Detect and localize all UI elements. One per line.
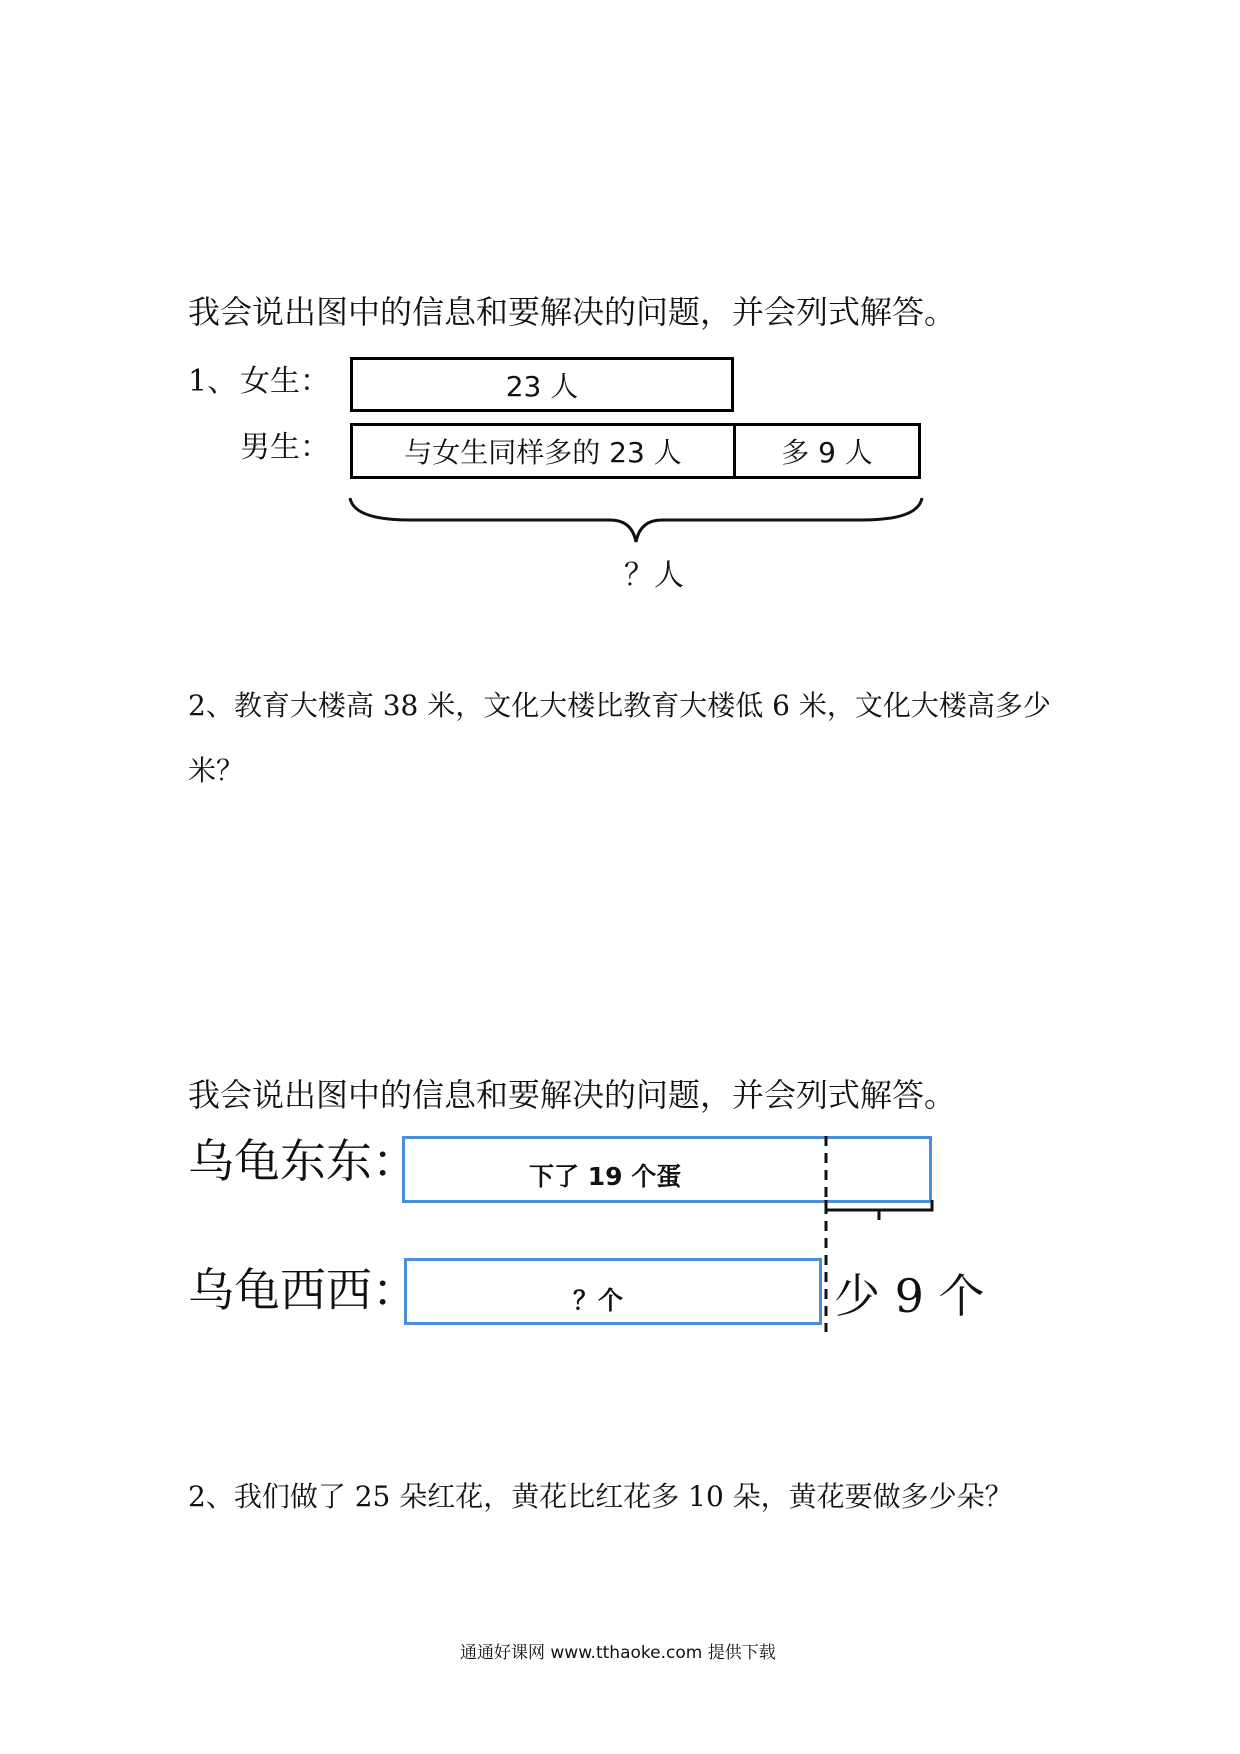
boys-bar-more [733, 423, 921, 479]
less-label: 少 9 个 [834, 1269, 985, 1323]
total-brace [340, 490, 940, 550]
total-question: ？人 [624, 558, 684, 593]
xixi-bar [404, 1258, 822, 1325]
girls-label: 女生： [240, 364, 330, 399]
footer-text: 通通好课网 www.tthaoke.com 提供下载 [460, 1643, 776, 1663]
boys-label: 男生： [240, 430, 330, 465]
xixi-bar-value: ？个 [573, 1286, 624, 1315]
girls-bar-value: 23 人 [505, 369, 579, 403]
section2-intro: 我会说出图中的信息和要解决的问题，并会列式解答。 [188, 1076, 957, 1114]
section1-intro: 我会说出图中的信息和要解决的问题，并会列式解答。 [188, 293, 957, 331]
s2-q2: 2、我们做了 25 朵红花，黄花比红花多 10 朵，黄花要做多少朵？ [188, 1480, 1013, 1513]
boys-bar-more-value: 多 9 人 [781, 436, 873, 469]
dongdong-bar-value: 下了 19 个蛋 [529, 1162, 682, 1191]
boys-bar-same-value: 与女生同样多的 23 人 [404, 436, 682, 469]
dongdong-label: 乌龟东东： [188, 1134, 418, 1188]
s1-q2-line1: 2、教育大楼高 38 米，文化大楼比教育大楼低 6 米，文化大楼高多少 [188, 689, 1051, 722]
girls-bar [350, 357, 734, 412]
xixi-label: 乌龟西西： [188, 1263, 418, 1317]
boys-bar-same [350, 423, 736, 479]
q1-number: 1、 [188, 364, 238, 399]
s1-q2-line2: 米？ [188, 754, 245, 787]
